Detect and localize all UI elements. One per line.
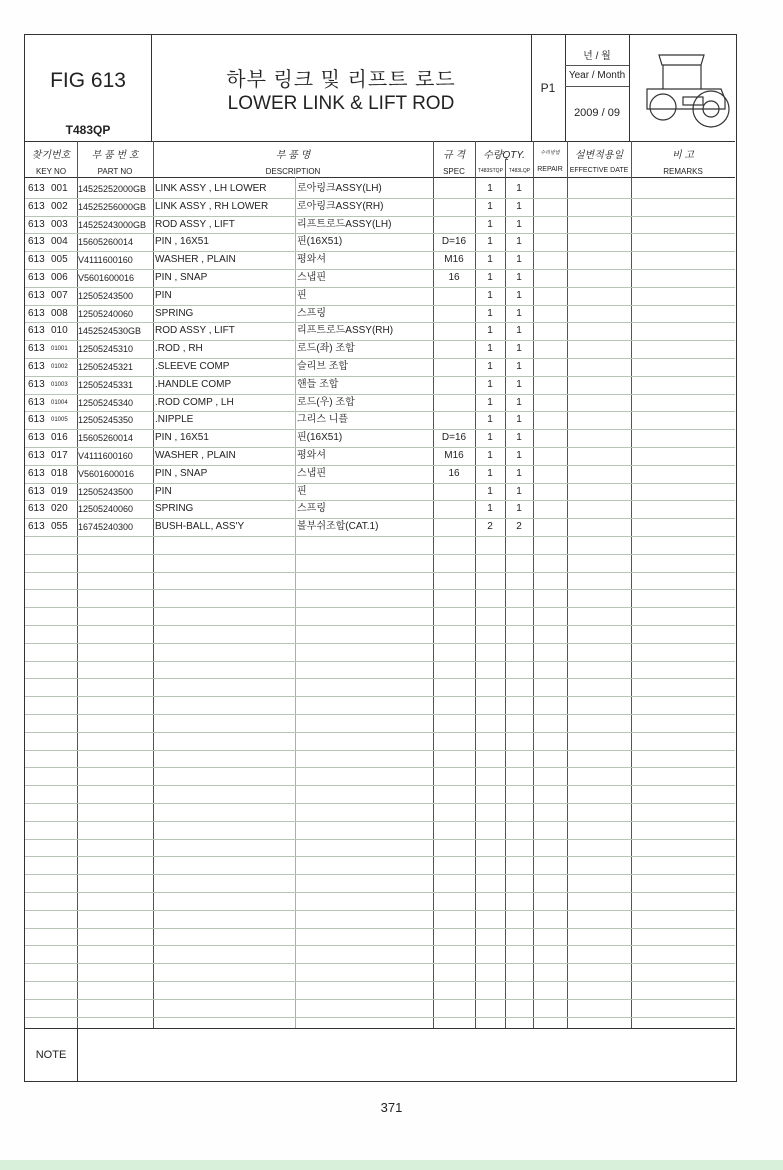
col-repair-en: REPAIR [537, 166, 563, 173]
cell-fig: 613 [28, 272, 45, 283]
col-effective [567, 141, 631, 177]
col-spec [433, 141, 475, 177]
cell-description-ko: 로드(우) 조합 [297, 396, 355, 408]
row-rule [25, 928, 735, 929]
cell-qty-1: 1 [487, 236, 493, 248]
cell-fig: 613 [28, 414, 45, 426]
row-rule [25, 643, 735, 644]
cell-spec: M16 [444, 450, 464, 461]
col-remarks [631, 141, 735, 177]
figure-number: FIG 613 [50, 69, 126, 92]
cell-spec: 16 [448, 272, 460, 283]
cell-qty-1: 1 [487, 503, 493, 515]
row-rule [25, 945, 735, 946]
cell-key-no: 01004 [51, 399, 68, 406]
cell-spec: D=16 [441, 236, 467, 248]
table-row [25, 500, 735, 518]
cell-key-no: 016 [51, 432, 68, 444]
cell-description-en: ROD ASSY , LIFT [155, 218, 235, 230]
date-label-korean: 년 / 월 [583, 51, 611, 62]
cell-description-en: SPRING [155, 503, 194, 515]
table-row [25, 198, 735, 216]
cell-description-en: LINK ASSY , RH LOWER [155, 200, 269, 212]
row-rule [25, 714, 735, 715]
cell-key-no: 020 [51, 503, 68, 515]
cell-qty-1: 1 [487, 272, 493, 283]
cell-qty-2: 1 [516, 361, 522, 372]
cell-qty-1: 1 [487, 218, 493, 230]
table-row [25, 411, 735, 429]
col-spec-ko: 규 격 [442, 150, 466, 161]
cell-key-no: 003 [51, 218, 68, 230]
table-row [25, 305, 735, 323]
col-repair [533, 141, 567, 177]
cell-key-no: 006 [51, 272, 68, 283]
cell-key-no: 01001 [51, 346, 68, 353]
cell-key-no: 017 [51, 450, 68, 461]
row-rule [25, 750, 735, 751]
cell-description-ko: 스냅핀 [297, 272, 326, 283]
row-rule [25, 572, 735, 573]
cell-part-no: 12505240060 [78, 308, 134, 319]
cell-qty-2: 1 [516, 467, 522, 479]
col-desc-en: DESCRIPTION [265, 167, 321, 176]
row-rule [25, 607, 735, 608]
illustration-box [629, 35, 735, 141]
cell-description-ko: 로드(좌) 조합 [297, 343, 355, 355]
col-desc [153, 141, 433, 177]
cell-qty-1: 1 [487, 254, 493, 266]
cell-part-no: 12505245321 [78, 362, 134, 372]
col-remarks-en: REMARKS [663, 167, 703, 176]
row-rule [25, 981, 735, 982]
cell-qty-2: 1 [516, 272, 522, 283]
cell-description-en: WASHER , PLAIN [155, 450, 236, 461]
row-rule [25, 910, 735, 911]
cell-description-en: .SLEEVE COMP [155, 361, 230, 372]
row-rule [25, 767, 735, 768]
cell-qty-1: 1 [487, 485, 493, 497]
cell-part-no: 12505245350 [78, 415, 134, 426]
cell-fig: 613 [28, 325, 45, 337]
cell-spec: M16 [444, 254, 464, 266]
figure-box [25, 35, 152, 141]
table-row [25, 287, 735, 305]
bottom-strip [0, 1160, 783, 1170]
cell-qty-2: 1 [516, 485, 522, 497]
col-effective-en: EFFECTIVE DATE [569, 167, 629, 174]
cell-key-no: 002 [51, 200, 68, 212]
cell-key-no: 007 [51, 289, 68, 301]
cell-description-en: .ROD COMP , LH [155, 396, 234, 408]
cell-key-no: 01003 [51, 381, 68, 388]
cell-part-no: 15605260014 [78, 237, 134, 248]
cell-description-en: WASHER , PLAIN [155, 254, 236, 266]
cell-qty-2: 1 [516, 218, 522, 230]
cell-qty-1: 1 [487, 307, 493, 319]
cell-part-no: 12505245331 [78, 379, 134, 390]
cell-part-no: 14525252000GB [78, 184, 147, 194]
cell-qty-2: 1 [516, 254, 522, 266]
cell-qty-1: 1 [487, 200, 493, 212]
cell-fig: 613 [28, 236, 45, 248]
parts-sheet [24, 34, 737, 1082]
cell-qty-2: 1 [516, 450, 522, 461]
cell-fig: 613 [28, 503, 45, 515]
cell-qty-1: 2 [487, 521, 493, 533]
cell-fig: 613 [28, 361, 45, 372]
cell-fig: 613 [28, 485, 45, 497]
cell-part-no: V4111600160 [78, 255, 133, 266]
cell-key-no: 004 [51, 236, 68, 248]
cell-part-no: 12505245310 [78, 344, 134, 355]
tractor-icon [629, 43, 735, 133]
cell-description-en: SPRING [155, 307, 194, 319]
row-rule [25, 1017, 735, 1018]
table-row [25, 340, 735, 358]
cell-qty-1: 1 [487, 467, 493, 479]
col-qty-ko: 수량QTY. [483, 150, 525, 161]
cell-description-ko: 리프트로드ASSY(RH) [297, 325, 394, 337]
page-number: 371 [380, 1100, 403, 1115]
cell-key-no: 018 [51, 467, 68, 479]
cell-description-ko: 스프링 [297, 503, 326, 515]
cell-fig: 613 [28, 307, 45, 319]
table-row [25, 394, 735, 412]
cell-key-no: 001 [51, 183, 68, 194]
cell-part-no: 15605260014 [78, 433, 134, 444]
cell-description-en: BUSH-BALL, ASS'Y [155, 521, 245, 533]
cell-fig: 613 [28, 467, 45, 479]
row-rule [25, 696, 735, 697]
cell-description-ko: 로아링크ASSY(RH) [297, 200, 384, 212]
cell-spec: 16 [448, 467, 460, 479]
cell-qty-2: 1 [516, 236, 522, 248]
cell-description-ko: 평와셔 [297, 254, 326, 266]
row-rule [25, 785, 735, 786]
table-row [25, 322, 735, 340]
table-row [25, 376, 735, 394]
cell-qty-1: 1 [487, 432, 493, 444]
col-desc-ko: 부 품 명 [275, 150, 311, 161]
column-header-row [25, 141, 735, 178]
row-rule [25, 821, 735, 822]
col-effective-ko: 설변적용일 [574, 150, 624, 161]
cell-part-no: 14525243000GB [78, 219, 147, 230]
table-row [25, 358, 735, 376]
cell-part-no: 12505243500 [78, 290, 134, 301]
cell-qty-1: 1 [487, 289, 493, 301]
cell-description-ko: 평와셔 [297, 450, 326, 461]
cell-part-no: V5601600016 [78, 468, 135, 479]
col-spec-en: SPEC [443, 167, 465, 176]
col-part [77, 141, 153, 177]
cell-key-no: 008 [51, 307, 68, 319]
cell-key-no: 01002 [51, 364, 68, 370]
col-key-ko: 찾기번호 [31, 150, 71, 161]
cell-qty-1: 1 [487, 325, 493, 337]
cell-qty-2: 1 [516, 414, 522, 426]
cell-qty-2: 2 [516, 521, 522, 533]
cell-fig: 613 [28, 218, 45, 230]
table-row [25, 233, 735, 251]
col-repair-ko: 수리방법 [540, 150, 560, 156]
cell-qty-2: 1 [516, 200, 522, 212]
title-korean: 하부 링크 및 리프트 로드 [226, 69, 456, 91]
col-remarks-ko: 비 고 [671, 150, 695, 161]
cell-description-ko: 스냅핀 [297, 467, 326, 479]
cell-fig: 613 [28, 396, 45, 408]
cell-part-no: 12505243500 [78, 486, 134, 497]
cell-qty-1: 1 [487, 361, 493, 372]
col-qty [475, 141, 533, 177]
cell-qty-1: 1 [487, 414, 493, 426]
cell-part-no: 14525256000GB [78, 201, 147, 212]
row-rule [25, 732, 735, 733]
cell-qty-2: 1 [516, 503, 522, 515]
cell-description-ko: 볼부쉬조합(CAT.1) [297, 521, 379, 533]
cell-description-ko: 핀(16X51) [297, 236, 343, 248]
cell-fig: 613 [28, 432, 45, 444]
cell-qty-2: 1 [516, 183, 522, 194]
sheet-header [25, 35, 735, 142]
cell-fig: 613 [28, 343, 45, 355]
cell-description-ko: 스프링 [297, 307, 326, 319]
model-code: T483QP [65, 123, 111, 137]
cell-description-ko: 핀(16X51) [297, 432, 343, 444]
cell-qty-1: 1 [487, 183, 493, 194]
cell-part-no: 12505245340 [78, 397, 134, 408]
row-rule [25, 678, 735, 679]
cell-description-ko: 로아링크ASSY(LH) [297, 183, 382, 194]
cell-fig: 613 [28, 289, 45, 301]
title-english: LOWER LINK & LIFT ROD [227, 93, 455, 114]
row-rule [25, 856, 735, 857]
cell-qty-2: 1 [516, 396, 522, 408]
row-rule [25, 963, 735, 964]
cell-description-ko: 핀 [297, 485, 307, 497]
table-row [25, 429, 735, 447]
cell-qty-1: 1 [487, 396, 493, 408]
title-box [151, 35, 532, 141]
cell-fig: 613 [28, 521, 45, 533]
cell-key-no: 055 [51, 521, 68, 533]
cell-key-no: 019 [51, 485, 68, 497]
cell-fig: 613 [28, 450, 45, 461]
table-row [25, 269, 735, 287]
page-id: P1 [540, 81, 556, 95]
cell-fig: 613 [28, 378, 45, 390]
cell-description-en: PIN , SNAP [155, 467, 208, 479]
note-area [25, 1028, 735, 1082]
table-row [25, 251, 735, 269]
cell-part-no: V4111600160 [78, 451, 133, 461]
row-rule [25, 554, 735, 555]
cell-description-en: .NIPPLE [155, 414, 194, 426]
cell-description-en: ROD ASSY , LIFT [155, 325, 235, 337]
col-part-en: PART NO [97, 167, 133, 176]
col-qty-sub2: T483LQP [508, 168, 531, 174]
cell-description-en: .HANDLE COMP [155, 378, 232, 390]
col-qty-sub1: T483STQP [477, 168, 503, 174]
cell-key-no: 01005 [51, 417, 68, 424]
note-label: NOTE [25, 1029, 78, 1082]
cell-fig: 613 [28, 254, 45, 266]
row-rule [25, 625, 735, 626]
col-key [25, 141, 77, 177]
cell-description-en: PIN , SNAP [155, 272, 208, 283]
table-row [25, 465, 735, 483]
cell-part-no: 12505240060 [78, 504, 134, 515]
cell-description-en: PIN [155, 289, 172, 301]
cell-qty-2: 1 [516, 289, 522, 301]
date-box [565, 35, 630, 141]
table-row [25, 180, 735, 198]
table-row [25, 447, 735, 465]
cell-description-en: LINK ASSY , LH LOWER [155, 183, 267, 194]
row-rule [25, 661, 735, 662]
cell-description-ko: 핸들 조합 [297, 378, 339, 390]
cell-qty-2: 1 [516, 343, 522, 355]
table-row [25, 518, 735, 536]
cell-qty-1: 1 [487, 343, 493, 355]
cell-qty-2: 1 [516, 325, 522, 337]
cell-description-en: .ROD , RH [155, 343, 203, 355]
cell-spec: D=16 [441, 432, 467, 444]
cell-description-ko: 핀 [297, 289, 307, 301]
cell-qty-1: 1 [487, 450, 493, 461]
cell-description-ko: 그리스 니플 [297, 414, 349, 426]
cell-part-no: V5601600016 [78, 273, 135, 283]
cell-description-en: PIN [155, 485, 172, 497]
cell-key-no: 005 [51, 254, 68, 266]
cell-description-en: PIN , 16X51 [155, 236, 209, 248]
row-rule [25, 892, 735, 893]
row-rule [25, 589, 735, 590]
cell-qty-1: 1 [487, 378, 493, 390]
col-part-ko: 부 품 번 호 [91, 150, 139, 161]
cell-description-ko: 리프트로드ASSY(LH) [297, 218, 392, 230]
cell-part-no: 1452524530GB [78, 326, 142, 337]
date-value: 2009 / 09 [574, 107, 620, 119]
row-rule [25, 803, 735, 804]
row-rule [25, 839, 735, 840]
row-rule [25, 999, 735, 1000]
cell-description-en: PIN , 16X51 [155, 432, 209, 444]
col-qty-sub [475, 168, 533, 174]
cell-part-no: 16745240300 [78, 522, 134, 533]
cell-qty-2: 1 [516, 307, 522, 319]
cell-qty-2: 1 [516, 378, 522, 390]
cell-key-no: 010 [51, 325, 68, 337]
cell-description-ko: 슬리브 조합 [297, 361, 349, 372]
date-label-english: Year / Month [565, 65, 629, 87]
cell-qty-2: 1 [516, 432, 522, 444]
cell-fig: 613 [28, 183, 45, 194]
table-row [25, 216, 735, 234]
row-rule [25, 874, 735, 875]
cell-fig: 613 [28, 200, 45, 212]
page-id-box [531, 35, 566, 141]
col-key-en: KEY NO [35, 167, 67, 176]
table-row [25, 483, 735, 501]
